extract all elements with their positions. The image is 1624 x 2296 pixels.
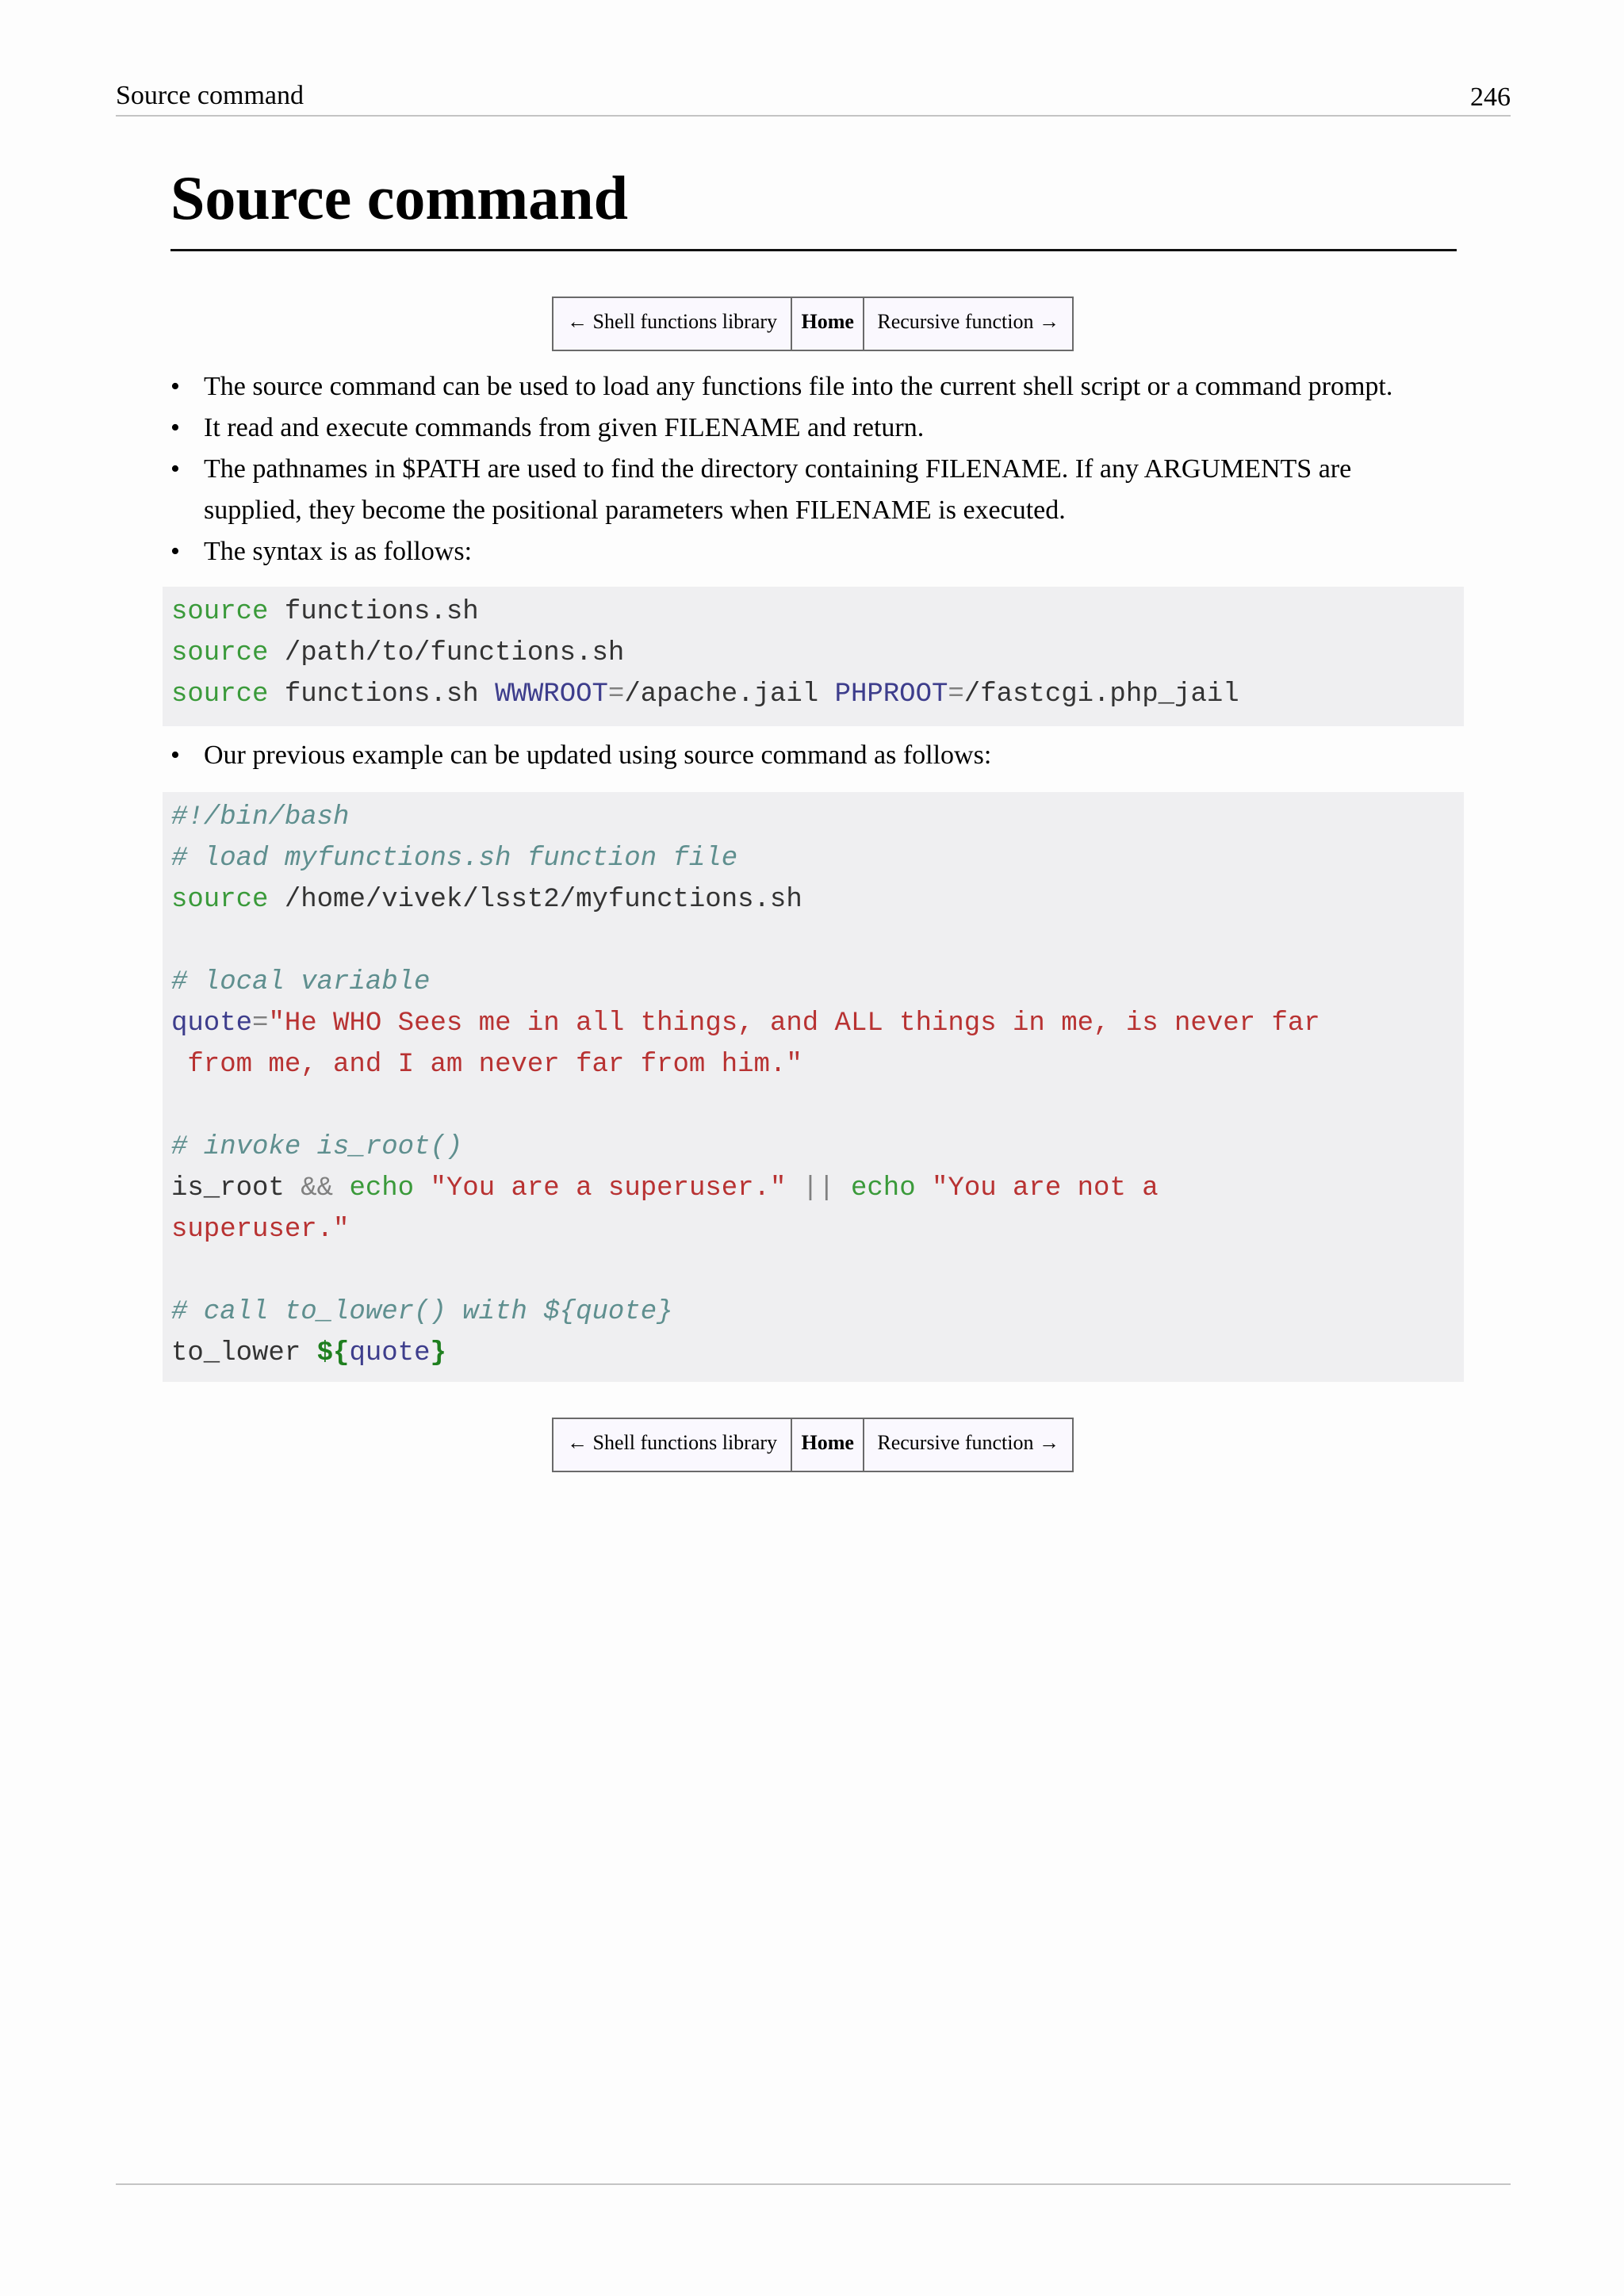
code-token: =: [252, 1008, 269, 1039]
nav-home-link[interactable]: Home: [791, 1418, 864, 1471]
code-token: /home/vivek/lsst2/myfunctions.sh: [268, 885, 802, 915]
list-item: [163, 366, 1439, 408]
code-token: # call to_lower() with ${quote}: [171, 1297, 673, 1327]
list-item-text: Our previous example can be updated using source command as follows:: [204, 740, 992, 770]
code-token: quote: [349, 1338, 431, 1368]
code-token: ${: [316, 1338, 350, 1368]
code-line: [171, 1209, 1455, 1250]
code-line: [171, 1044, 1455, 1085]
page-title: Source command: [170, 163, 629, 232]
running-header: [116, 78, 1511, 114]
code-token: [786, 1173, 802, 1203]
code-token: [414, 1173, 430, 1203]
code-line: [171, 1003, 1455, 1044]
list-item-text: The source command can be used to load any functions file into the current shell script or a command prompt.: [204, 372, 1393, 401]
code-token: source: [171, 885, 269, 915]
code-token: echo: [349, 1173, 415, 1203]
code-token: [835, 1173, 851, 1203]
list-item: [163, 735, 1439, 776]
list-item-text: The pathnames in $PATH are used to find the directory containing FILENAME. If any ARGUMENTS are supplied, they become the positional parameters when FILENAME is executed.: [204, 454, 1352, 525]
code-token: /path/to/functions.sh: [268, 638, 625, 668]
nav-prev-link[interactable]: ← Shell functions library: [553, 1418, 791, 1471]
list-item-text: The syntax is as follows:: [204, 537, 473, 566]
code-token: /apache.jail: [624, 679, 835, 710]
code-token: source: [171, 679, 269, 710]
code-token: to_lower: [171, 1338, 317, 1368]
code-line: [171, 1085, 1455, 1127]
code-line: [171, 920, 1455, 962]
code-token: # invoke is_root(): [171, 1132, 463, 1162]
nav-next-link[interactable]: Recursive function →: [864, 1418, 1073, 1471]
list-item-text: It read and execute commands from given FILENAME and return.: [204, 413, 925, 442]
list-item: [163, 408, 1439, 449]
code-block-example: [163, 792, 1464, 1382]
code-line: [171, 674, 1455, 715]
code-token: source: [171, 638, 269, 668]
code-token: source: [171, 597, 269, 627]
code-token: &&: [301, 1173, 334, 1203]
nav-prev-link[interactable]: ← Shell functions library: [553, 297, 791, 350]
code-token: superuser.": [171, 1215, 350, 1245]
bullet-list-example: [163, 735, 1439, 776]
code-token: # load myfunctions.sh function file: [171, 844, 738, 874]
code-line: [171, 633, 1455, 674]
code-token: functions.sh: [268, 679, 496, 710]
code-token: /fastcgi.php_jail: [963, 679, 1239, 710]
code-token: }: [430, 1338, 446, 1368]
code-token: functions.sh: [268, 597, 479, 627]
code-token: ||: [802, 1173, 835, 1203]
bullet-list-intro: [163, 366, 1439, 572]
code-token: echo: [850, 1173, 916, 1203]
bullet-icon: •: [170, 454, 180, 484]
code-line: [171, 591, 1455, 633]
code-line: [171, 1333, 1455, 1374]
code-line: [171, 1127, 1455, 1168]
top-navigation: [552, 297, 1074, 351]
code-token: =: [607, 679, 625, 710]
code-block-syntax: [163, 587, 1464, 726]
code-token: quote: [171, 1008, 253, 1039]
bullet-icon: •: [170, 413, 180, 442]
nav-next-link[interactable]: Recursive function →: [864, 297, 1073, 350]
code-line: [171, 1250, 1455, 1292]
code-token: "You are not a: [932, 1173, 1159, 1203]
code-token: PHPROOT: [834, 679, 948, 710]
code-line: [171, 879, 1455, 920]
running-header-title: Source command: [116, 81, 304, 110]
code-token: from me, and I am never far from him.": [171, 1050, 802, 1080]
bullet-icon: •: [170, 372, 180, 401]
code-token: "He WHO Sees me in all things, and ALL things in me, is never far: [268, 1008, 1320, 1039]
code-token: WWWROOT: [495, 679, 608, 710]
code-token: [916, 1173, 932, 1203]
bullet-icon: •: [170, 537, 180, 566]
code-token: is_root: [171, 1173, 301, 1203]
list-item: [163, 531, 1439, 572]
title-underline: [170, 249, 1457, 251]
code-line: [171, 797, 1455, 838]
code-token: "You are a superuser.": [430, 1173, 787, 1203]
header-divider: [116, 115, 1511, 117]
code-token: #!/bin/bash: [171, 802, 350, 832]
footer-divider: [116, 2183, 1511, 2185]
code-line: [171, 1168, 1455, 1209]
code-line: [171, 1292, 1455, 1333]
code-line: [171, 962, 1455, 1003]
nav-home-link[interactable]: Home: [791, 297, 864, 350]
page-number: 246: [1470, 82, 1511, 112]
code-token: =: [948, 679, 964, 710]
bullet-icon: •: [170, 740, 180, 770]
list-item: [163, 449, 1439, 531]
code-line: [171, 838, 1455, 879]
code-token: # local variable: [171, 967, 431, 997]
bottom-navigation: [552, 1418, 1074, 1472]
code-token: [333, 1173, 349, 1203]
